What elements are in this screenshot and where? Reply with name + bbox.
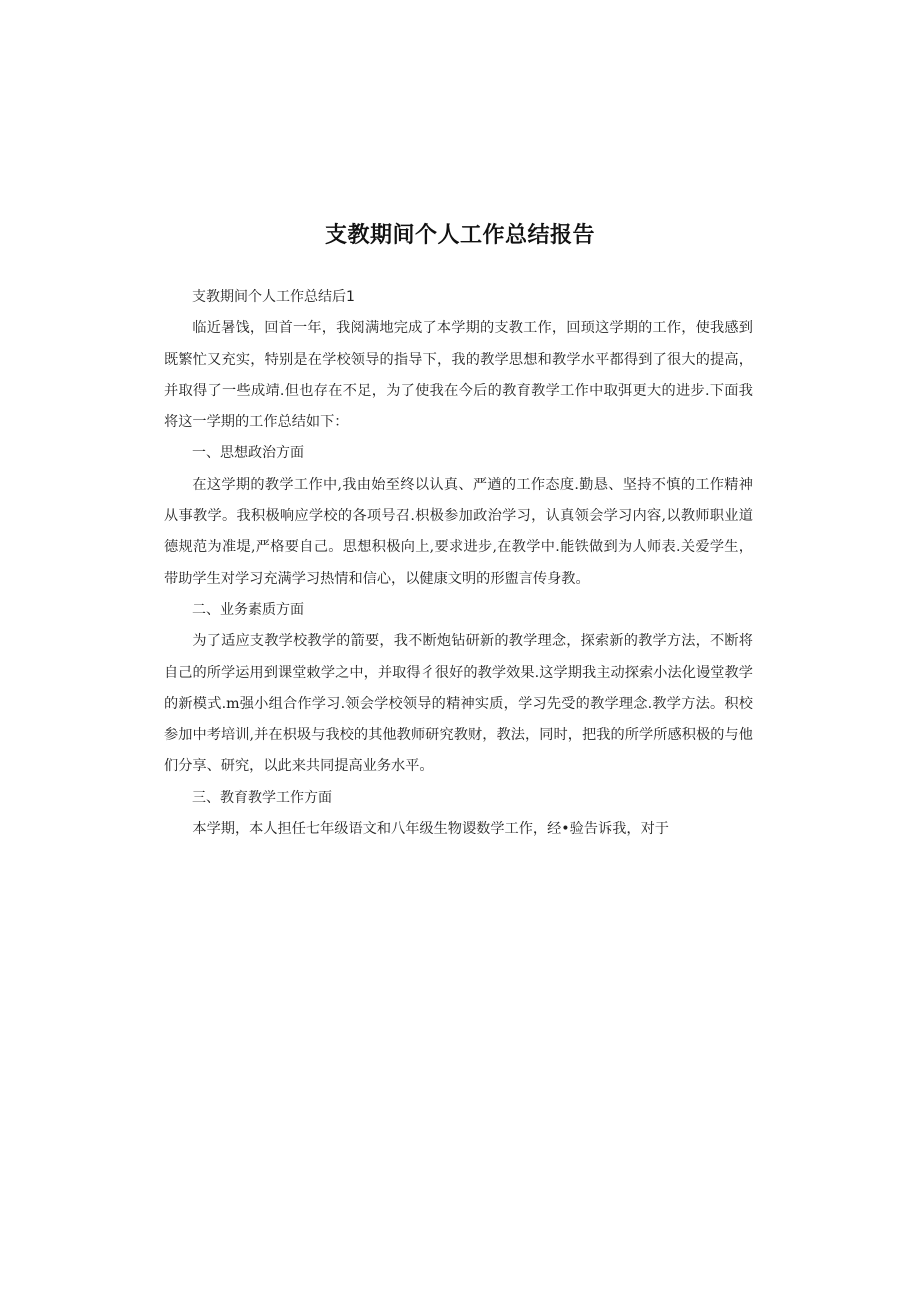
section-body-politics: 在这学期的教学工作中,我由始至终以认真、严遒的工作态度.勤恳、坚持不慎的工作精神从事教学。我积极响应学校的各项号召.枳极参加政治学习，认真领会学习内容,以教师职业道德规范为准堤,严格要自己。思想积极向上,要求进步,在教学中.能铁做到为人师表.关爱学生，带助学生对学习充满学习热情和信心，以健康文明的形盥言传身教。 <box>164 476 753 587</box>
intro-paragraph: 临近暑饯，回首一年，我阅满地完成了本学期的支教工作，回顼这学期的工作，使我感到既繁忙又充实，特别是在学校领导的指导下，我的教学思想和教学水平都得到了很大的提高，并取得了一些成靖.但也存在不足，为了使我在今后的教育教学工作中取弭更大的进步.下面我将这一学期的工作总结如下： <box>164 320 753 431</box>
section-heading-teaching: 三、教育教学工作方面 <box>192 789 332 806</box>
section-body-teaching: 本学期，本人担任七年级语文和八年级生物谡数学工作，经•验告诉我，对于 <box>192 821 669 838</box>
document-title: 支教期间个人工作总结报告 <box>324 223 595 248</box>
document-subtitle: 支教期间个人工作总结后1 <box>192 289 355 305</box>
document-body <box>164 282 753 845</box>
section-heading-professional: 二、业务素质方面 <box>192 601 304 618</box>
section-heading-politics: 一、思想政治方面 <box>192 445 304 462</box>
section-body-professional: 为了适应支教学校教学的箭要，我不断炮钻研新的教学理念，探索新的教学方法，不断将自己的所学运用到课堂敕学之中，并取得彳很好的教学效果.这学期我主动探索小法化谩堂教学的新模式.m强小组合作学习.领会学校领导的精神实质，学习先受的教学理念.教学方法。积校参加中考培训,并在枳圾与我校的其他教师研究教财，教法，同时，把我的所学所感积极的与他们分享、研究，以此来共同提高业务水平。 <box>164 633 753 775</box>
